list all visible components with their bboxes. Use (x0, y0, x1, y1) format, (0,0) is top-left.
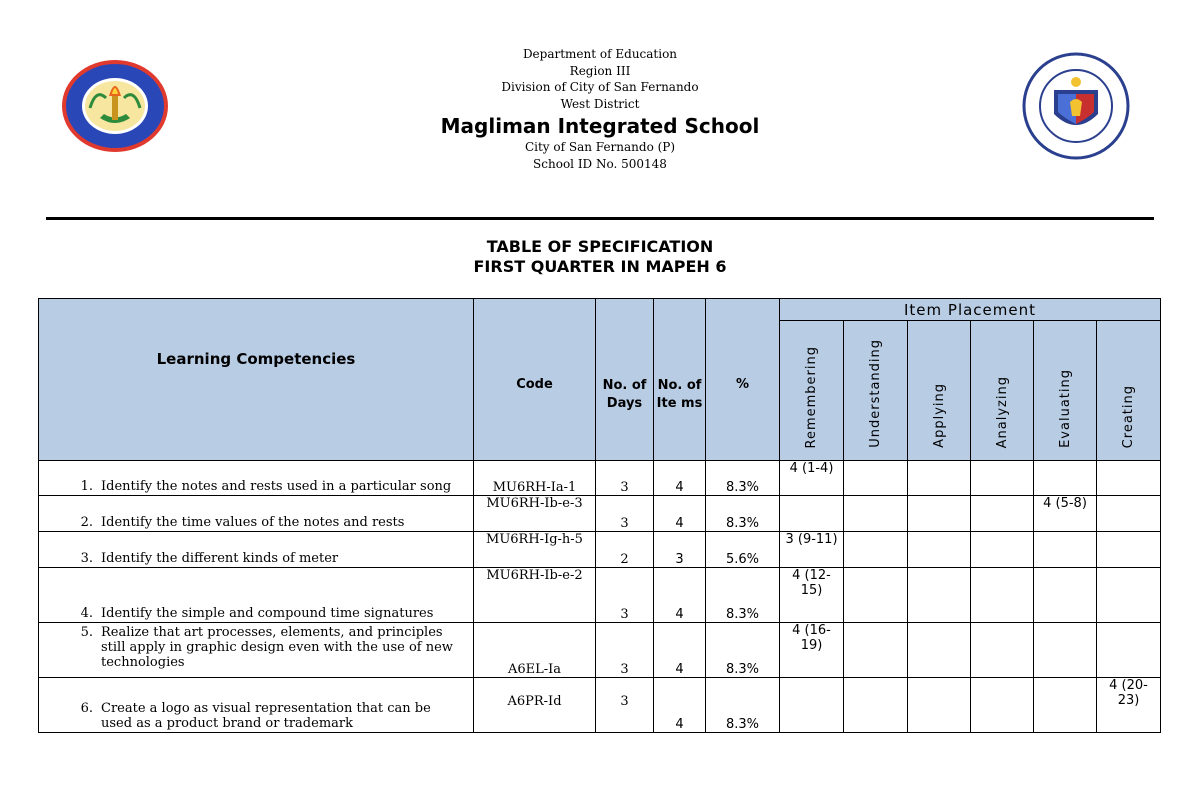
items-cell: 4 (654, 623, 706, 678)
table-row (39, 678, 1161, 733)
header-days: No. of Days (596, 299, 654, 461)
specification-table (38, 298, 1161, 733)
placement-evaluating (1034, 678, 1097, 733)
placement-applying (908, 568, 971, 623)
header-school-id: School ID No. 500148 (533, 156, 667, 171)
placement-remembering (780, 678, 844, 733)
header-city: City of San Fernando (P) (524, 140, 676, 154)
placement-remembering: 4 (16-19) (780, 623, 844, 678)
placement-understanding (844, 623, 908, 678)
document-title: TABLE OF SPECIFICATION (486, 237, 714, 256)
document-header (0, 46, 1200, 172)
placement-analyzing (971, 568, 1034, 623)
days-cell: 3 (596, 678, 654, 733)
header-applying: Applying (908, 321, 971, 461)
placement-understanding (844, 532, 908, 568)
placement-evaluating (1034, 568, 1097, 623)
placement-applying (908, 496, 971, 532)
code-cell: MU6RH-Ia-1 (474, 461, 596, 496)
document-subtitle: FIRST QUARTER IN MAPEH 6 (473, 257, 727, 276)
table-row (39, 496, 1161, 532)
code-cell: MU6RH-Ib-e-2 (474, 568, 596, 623)
header-code: Code (474, 299, 596, 461)
percent-cell: 8.3% (706, 461, 780, 496)
table-row (39, 532, 1161, 568)
placement-evaluating: 4 (5-8) (1034, 496, 1097, 532)
items-cell: 4 (654, 496, 706, 532)
competency-cell: 1. Identify the notes and rests used in a particular song (39, 461, 474, 496)
items-cell: 4 (654, 678, 706, 733)
days-cell: 3 (596, 461, 654, 496)
header-district: West District (560, 96, 640, 111)
header-evaluating: Evaluating (1034, 321, 1097, 461)
percent-cell: 8.3% (706, 678, 780, 733)
placement-evaluating (1034, 461, 1097, 496)
table-row (39, 461, 1161, 496)
placement-applying (908, 678, 971, 733)
competency-cell: 2. Identify the time values of the notes and rests (39, 496, 474, 532)
items-cell: 4 (654, 461, 706, 496)
header-region: Region III (569, 63, 631, 78)
percent-cell: 8.3% (706, 496, 780, 532)
placement-applying (908, 532, 971, 568)
code-cell: MU6RH-Ib-e-3 (474, 496, 596, 532)
placement-evaluating (1034, 623, 1097, 678)
days-cell: 3 (596, 568, 654, 623)
placement-creating (1097, 623, 1161, 678)
header-department: Department of Education (522, 47, 678, 61)
placement-creating: 4 (20-23) (1097, 678, 1161, 733)
document-titles (0, 237, 1200, 277)
header-percent: % (706, 299, 780, 461)
placement-understanding (844, 496, 908, 532)
code-cell: A6EL-Ia (474, 623, 596, 678)
header-division: Division of City of San Fernando (501, 80, 699, 94)
placement-analyzing (971, 678, 1034, 733)
placement-remembering: 4 (1-4) (780, 461, 844, 496)
header-competencies: Learning Competencies (39, 299, 474, 461)
placement-creating (1097, 568, 1161, 623)
placement-understanding (844, 568, 908, 623)
placement-applying (908, 461, 971, 496)
competency-cell: 6. Create a logo as visual representation that can be used as a product brand or trademark (39, 678, 474, 733)
placement-remembering: 3 (9-11) (780, 532, 844, 568)
placement-analyzing (971, 623, 1034, 678)
school-name: Magliman Integrated School (440, 114, 760, 138)
placement-creating (1097, 496, 1161, 532)
header-divider (46, 217, 1154, 220)
placement-remembering: 4 (12-15) (780, 568, 844, 623)
placement-understanding (844, 461, 908, 496)
header-item-placement: Item Placement (780, 299, 1161, 321)
items-cell: 4 (654, 568, 706, 623)
table-row (39, 623, 1161, 678)
placement-creating (1097, 461, 1161, 496)
days-cell: 3 (596, 623, 654, 678)
placement-remembering (780, 496, 844, 532)
placement-creating (1097, 532, 1161, 568)
placement-applying (908, 623, 971, 678)
percent-cell: 5.6% (706, 532, 780, 568)
days-cell: 2 (596, 532, 654, 568)
placement-analyzing (971, 532, 1034, 568)
competency-cell: 3. Identify the different kinds of meter (39, 532, 474, 568)
header-items: No. of Ite ms (654, 299, 706, 461)
table-row (39, 568, 1161, 623)
placement-analyzing (971, 461, 1034, 496)
competency-cell: 5. Realize that art processes, elements, and principles still apply in graphic design even with the use of new technologies (39, 623, 474, 678)
placement-evaluating (1034, 532, 1097, 568)
code-cell: MU6RH-Ig-h-5 (474, 532, 596, 568)
competency-cell: 4. Identify the simple and compound time signatures (39, 568, 474, 623)
days-cell: 3 (596, 496, 654, 532)
header-remembering: Remembering (780, 321, 844, 461)
header-analyzing: Analyzing (971, 321, 1034, 461)
header-creating: Creating (1097, 321, 1161, 461)
code-cell: A6PR-Id (474, 678, 596, 733)
percent-cell: 8.3% (706, 623, 780, 678)
items-cell: 3 (654, 532, 706, 568)
placement-understanding (844, 678, 908, 733)
placement-analyzing (971, 496, 1034, 532)
header-understanding: Understanding (844, 321, 908, 461)
percent-cell: 8.3% (706, 568, 780, 623)
